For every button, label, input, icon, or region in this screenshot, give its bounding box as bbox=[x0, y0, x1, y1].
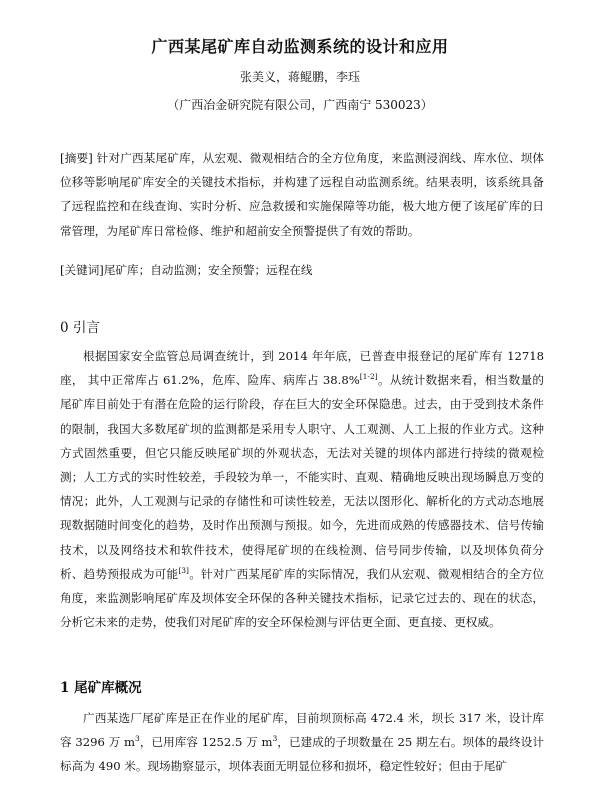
keywords bbox=[60, 258, 544, 282]
section-heading-introduction: 0 引言 bbox=[60, 320, 100, 336]
citation-ref: [1-2] bbox=[359, 372, 378, 382]
overview-text-part1: 广西某选厂尾矿库是正在作业的尾矿库，目前坝顶标高 472.4 米，坝长 317 米，设计库容 3296 万 m bbox=[60, 711, 544, 750]
overview-text-part3: ，已建成的子坝数量在 25 期左右。坝体的最终设计标高为 490 米。现场勘察显示，坝体表面无明显位移和损坏，稳定性较好；但由于尾矿 bbox=[60, 735, 544, 774]
abstract bbox=[60, 146, 544, 243]
abstract-text: 针对广西某尾矿库，从宏观、微观相结合的全方位角度，来监测浸润线、库水位、坝体位移等影响尾矿库安全的关键技术指标，并构建了远程自动监测系统。结果表明，该系统具备了远程监控和在线查询、实时分析、应急救援和实施保障等功能，极大地方便了该尾矿库的日常管理，为尾矿库日常检修、维护和超前安全预警提供了有效的帮助。 bbox=[60, 151, 545, 238]
intro-text-part1: 根据国家安全监管总局调查统计，到 2014 年年底，已普查申报登记的尾矿库有 12718 座， 其中正常库占 61.2%，危库、险库、病库占 38.8% bbox=[60, 349, 544, 388]
author-list: 张美义，蒋鲲鹏，李珏 bbox=[239, 70, 360, 84]
superscript: 3 bbox=[135, 734, 140, 744]
overview-paragraph bbox=[60, 706, 544, 779]
abstract-label: [摘要] bbox=[60, 151, 93, 165]
citation-ref: [3] bbox=[178, 565, 189, 575]
keywords-label: [关键词] bbox=[60, 263, 104, 277]
superscript: 3 bbox=[272, 734, 278, 744]
intro-text-part2: 。从统计数据来看，相当数量的尾矿库目前处于有潜在危险的运行阶段，存在巨大的安全环保隐患。过去，由于受到技术条件的限制，我国大多数尾矿坝的监测都是采用专人职守、人工观测、人工上报的作业方式。这种方式固然重要，但它只能反映尾矿坝的外观状态，无法对关键的坝体内部进行持续的微观检测；人工方式的实时性较差，手段较为单一，不能实时、直观、精确地反映出现场瞬息万变的情况；此外，人工观测与记录的存储性和可读性较差，无法以图形化、解析化的方式动态地展现数据随时间变化的趋势，及时作出预测与预报。如今，先进而成熟的传感器技术、信号传输技术，以及网络技术和软件技术，使得尾矿坝的在线检测、信号同步传输，以及坝体负荷分析、趋势预报成为可能 bbox=[60, 373, 544, 581]
paper-title: 广西某尾矿库自动监测系统的设计和应用 bbox=[151, 37, 449, 56]
keywords-text: 尾矿库；自动监测；安全预警；远程在线 bbox=[103, 263, 313, 277]
intro-text-part3: 。针对广西某尾矿库的实际情况，我们从宏观、微观相结合的全方位角度，来监测影响尾矿库及坝体安全环保的各种关键技术指标，记录它过去的、现在的状态，分析它未来的走势，使我们对尾矿库的安全环保检测与评估更全面、更直接、更权威。 bbox=[60, 566, 544, 630]
overview-text-part2: ，已用库容 1252.5 万 m bbox=[139, 735, 273, 750]
affiliation: （广西冶金研究院有限公司，广西南宁 530023） bbox=[167, 98, 433, 112]
section-heading-overview: 1 尾矿库概况 bbox=[60, 680, 142, 696]
introduction-paragraph bbox=[60, 344, 544, 634]
